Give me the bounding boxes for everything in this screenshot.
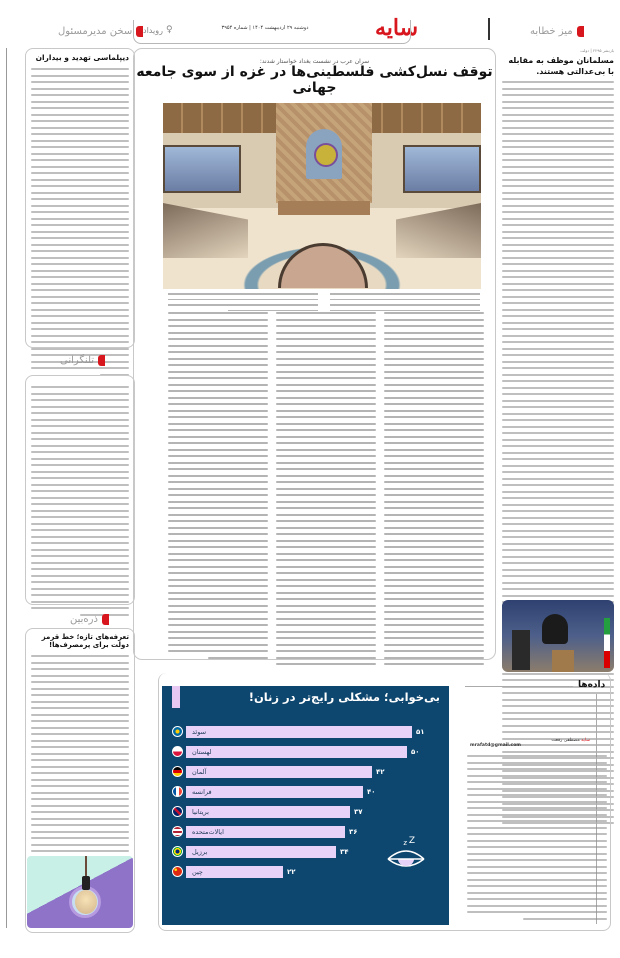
chart-bar (186, 866, 283, 878)
flag-icon-poland (172, 746, 183, 757)
flag-icon-china (172, 866, 183, 877)
bar-value-label: ۳۴ (340, 847, 349, 856)
section-label-left (58, 26, 143, 37)
bar-category-label: چین (192, 867, 203, 876)
section-label-right (530, 26, 584, 37)
flag-iran (604, 618, 610, 668)
bar-category-label: بریتانیا (192, 807, 209, 816)
chart-bar-row (172, 845, 349, 858)
chart-bar-row (172, 785, 376, 798)
closed-eye-sleep-icon (385, 835, 427, 875)
flag-icon-germany (172, 766, 183, 777)
divider (6, 48, 7, 928)
bar-category-label: ایالات‌متحده (192, 827, 224, 836)
video-screen-right (403, 145, 481, 193)
flag-icon-united-states (172, 826, 183, 837)
arab-league-emblem (306, 129, 342, 179)
lead-body-col-1 (384, 312, 484, 670)
red-tab-icon (98, 355, 105, 366)
editorial-title[interactable]: دیپلماسی تهدید و بیداران (35, 53, 129, 62)
portrait-figure (542, 614, 568, 644)
lightbulb-illustration (27, 856, 133, 928)
flag-icon-sweden (172, 726, 183, 737)
author-mark: سایه (581, 738, 590, 743)
red-tab-icon (577, 26, 584, 37)
bar-value-label: ۴۰ (367, 787, 376, 796)
divider (465, 686, 573, 687)
right-column-photo (502, 600, 614, 672)
bar-category-label: لهستان (192, 747, 212, 756)
chart-bar-row (172, 805, 363, 818)
speaker-figure (512, 630, 530, 670)
chart-bar (186, 806, 350, 818)
red-tab-icon (136, 26, 143, 37)
editorial-body (26, 68, 134, 376)
bar-value-label: ۳۶ (349, 827, 358, 836)
lead-kicker: سران عرب در نشست بغداد خواستار شدند: (259, 58, 370, 65)
header-bar (133, 20, 411, 44)
talangorani-body (26, 380, 134, 616)
section-label-talangorani (60, 355, 105, 366)
tariff-body (26, 655, 134, 865)
flag-icon-brazil (172, 846, 183, 857)
chart-title: بی‌خوابی؛ مشکلی رایج‌تر در زنان! (248, 690, 440, 704)
date-issue: دوشنبه ۲۹ اردیبهشت ۱۴۰۴ | شماره ۳۹۵۴ (221, 25, 309, 31)
chart-bar (186, 726, 412, 738)
chart-bar (186, 786, 363, 798)
chart-bar (186, 766, 372, 778)
section-label-center (143, 25, 173, 35)
section-label-text: ذره‌بین (70, 614, 98, 625)
section-label-zarrebin (70, 614, 109, 625)
section-label-text: رویداد (143, 25, 163, 35)
chart-bar (186, 826, 345, 838)
bar-value-label: ۵۰ (411, 747, 420, 756)
flag-icon-france (172, 786, 183, 797)
bar-category-label: فرانسه (192, 787, 212, 796)
pin-icon: ♀ (165, 25, 173, 35)
chart-accent-bar (172, 686, 180, 708)
lightbulb-icon (75, 890, 97, 914)
chart-bar-row (172, 725, 425, 738)
lead-body-col-2 (276, 312, 376, 670)
talangorani-box (25, 375, 135, 605)
bar-category-label: سوئد (192, 727, 207, 736)
svg-text:z: z (403, 839, 407, 847)
section-label-text: میز خطابه (530, 26, 573, 37)
lead-photo-baghdad-summit (163, 103, 481, 289)
bar-value-label: ۳۷ (354, 807, 363, 816)
section-label-text: تلنگرانی (60, 355, 95, 366)
video-screen-left (163, 145, 241, 193)
right-column-article (502, 48, 614, 658)
newspaper-logo[interactable]: سایه (375, 15, 419, 41)
author-name: مصطفی رفعت (551, 738, 580, 743)
bar-category-label: آلمان (192, 767, 207, 776)
svg-text:Z: Z (408, 836, 415, 846)
lead-body-col-3 (168, 312, 268, 663)
editorial-box (25, 48, 135, 348)
bar-category-label: برزیل (192, 847, 208, 856)
chart-bar-row (172, 765, 385, 778)
article-title[interactable]: مسلمانان موظف به مقابله با بی‌عدالتی هستند. (508, 56, 614, 76)
section-label-text: سخن مدیرمسئول (58, 26, 133, 37)
bar-value-label: ۴۲ (376, 767, 385, 776)
bar-value-label: ۵۱ (416, 727, 425, 736)
chart-bar-row (172, 865, 296, 878)
chart-bar (186, 746, 407, 758)
data-article-body (467, 755, 607, 924)
article-kicker: بازنشر ۲۲۹۵ | دولت (580, 48, 614, 53)
lead-headline[interactable]: توقف نسل‌کشی فلسطینی‌ها در غزه از سوی جامعه جهانی (136, 64, 493, 96)
chart-bar (186, 846, 336, 858)
red-tab-icon (102, 614, 109, 625)
flag-icon-united-kingdom (172, 806, 183, 817)
chart-bar-row (172, 745, 420, 758)
data-section-label: دادەها (578, 680, 606, 690)
author-email[interactable]: mrafatd@gmail.com (470, 743, 522, 748)
chart-bar-row (172, 825, 358, 838)
tariff-title[interactable]: تعرفه‌های تازه؛ خط قرمز دولت برای پرمصرف‌ها! (41, 633, 129, 649)
divider (488, 18, 490, 40)
bar-value-label: ۲۲ (287, 867, 296, 876)
podium (552, 650, 574, 672)
author-byline (470, 738, 590, 748)
